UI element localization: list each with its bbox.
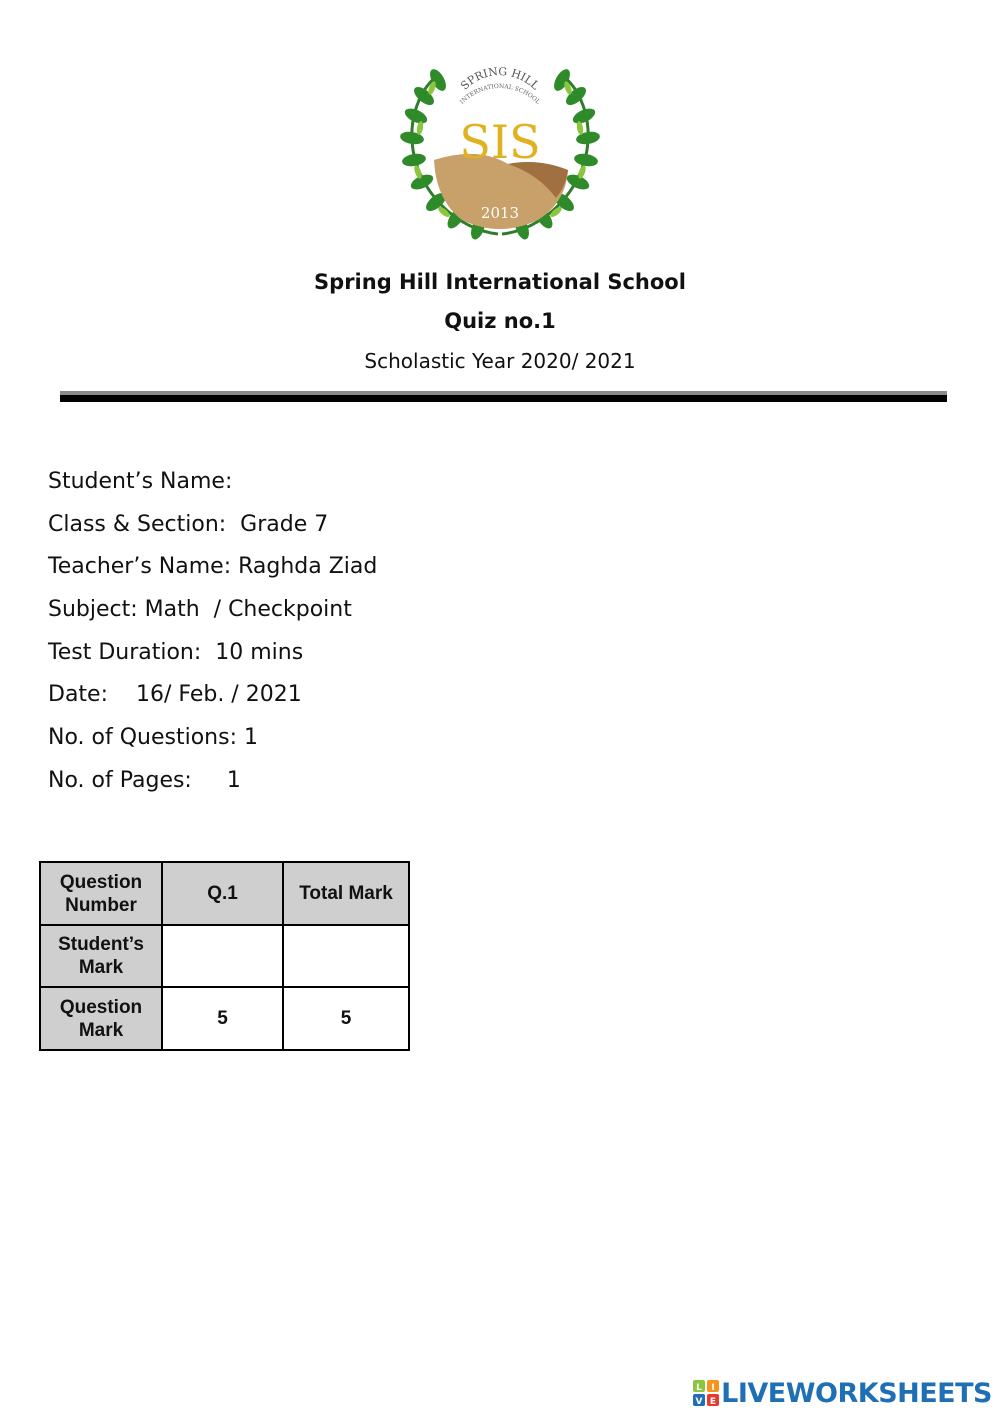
- student-name-field: Student’s Name:: [48, 469, 233, 494]
- question-number-header: Question Number: [40, 862, 162, 925]
- question-mark-total-cell: 5: [283, 987, 409, 1050]
- logo-arc-text: SPRING HILL: [458, 65, 542, 93]
- logo-initials: SIS: [459, 115, 541, 169]
- logo-year: 2013: [480, 204, 520, 222]
- marks-table: [39, 861, 410, 1051]
- liveworksheets-text: LIVEWORKSHEETS: [721, 1377, 992, 1409]
- total-mark-header: Total Mark: [283, 862, 409, 925]
- subject-field: Subject: Math / Checkpoint: [48, 597, 352, 623]
- school-logo: [398, 62, 602, 246]
- num-pages-field: No. of Pages: 1: [48, 767, 241, 793]
- school-name: Spring Hill International School: [314, 270, 686, 294]
- question-mark-label: Question Mark: [40, 987, 162, 1050]
- liveworksheets-icon: [693, 1380, 719, 1406]
- table-row-question-mark: [40, 987, 409, 1050]
- table-row-students-mark: [40, 925, 409, 987]
- table-row-header: [40, 862, 409, 925]
- quiz-title: Quiz no.1: [444, 309, 556, 333]
- svg-text:L: L: [696, 1383, 703, 1393]
- class-section-field: Class & Section: Grade 7: [48, 511, 329, 537]
- test-duration-field: Test Duration: 10 mins: [48, 639, 304, 665]
- students-mark-total-cell[interactable]: [283, 925, 409, 987]
- liveworksheets-watermark: [693, 1376, 992, 1410]
- question-mark-q1-cell: 5: [162, 987, 283, 1050]
- students-mark-label: Student’s Mark: [40, 925, 162, 987]
- divider-thick: [60, 395, 947, 402]
- q1-header: Q.1: [162, 862, 283, 925]
- teacher-name-field: Teacher’s Name: Raghda Ziad: [48, 554, 378, 580]
- scholastic-year: Scholastic Year 2020/ 2021: [364, 349, 636, 373]
- students-mark-q1-cell[interactable]: [162, 925, 283, 987]
- date-field: Date: 16/ Feb. / 2021: [48, 682, 302, 708]
- logo-sub-arc-text: INTERNATIONAL SCHOOL: [458, 82, 542, 106]
- num-questions-field: No. of Questions: 1: [48, 725, 258, 751]
- svg-text:I: I: [711, 1383, 715, 1393]
- student-info: [48, 464, 377, 806]
- svg-text:V: V: [695, 1397, 703, 1406]
- svg-text:E: E: [710, 1397, 717, 1406]
